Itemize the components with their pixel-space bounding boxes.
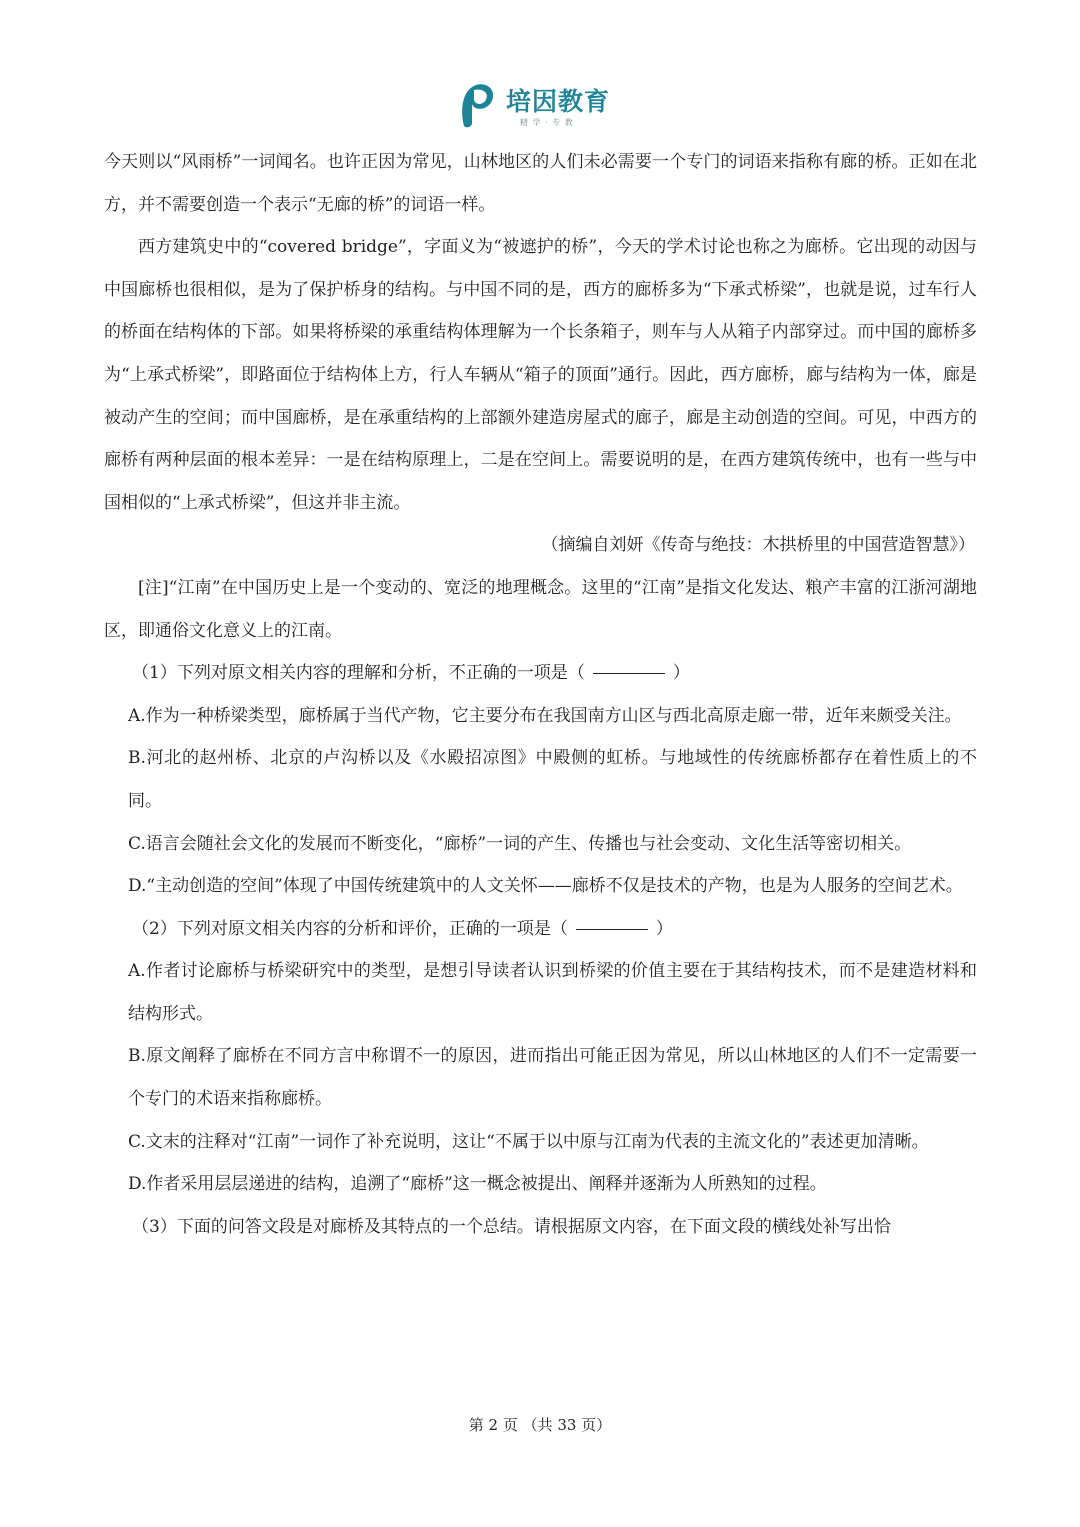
header-logo	[458, 80, 628, 134]
question-1-stem	[104, 652, 977, 695]
option-c: C.文末的注释对“江南”一词作了补充说明，这让“不属于以中原与江南为代表的主流文化的”表述更加清晰。	[128, 1131, 929, 1152]
logo-name: 培因教育	[506, 87, 611, 116]
page-number: 第 2 页 （共 33 页）	[468, 1416, 612, 1434]
option-c: C.语言会随社会文化的发展而不断变化，“廊桥”一词的产生、传播也与社会变动、文化生活等密切相关。	[128, 833, 912, 854]
option-b: B.河北的赵州桥、北京的卢沟桥以及《水殿招凉图》中殿侧的虹桥。与地域性的传统廊桥都存在着性质上的不同。	[128, 748, 977, 811]
option-d: D.“主动创造的空间”体现了中国传统建筑中的人文关怀——廊桥不仅是技术的产物，也是为人服务的空间艺术。	[128, 876, 963, 897]
answer-blank[interactable]	[576, 928, 648, 930]
question-stem-text: （1）下列对原文相关内容的理解和分析，不正确的一项是（	[132, 663, 585, 684]
p-logo-icon	[458, 80, 498, 130]
document-body	[104, 141, 977, 1248]
question-2-stem	[104, 908, 977, 951]
paragraph: 西方建筑史中的“covered bridge”，字面义为“被遮护的桥”，今天的学术讨论也称之为廊桥。它出现的动因与中国廊桥也很相似，是为了保护桥身的结构。与中国不同的是，西方的廊桥多为“下承式桥梁”，也就是说，过车行人的桥面在结构体的下部。如果将桥梁的承重结构体理解为一个长条箱子，则车与人从箱子内部穿过。而中国的廊桥多为“上承式桥梁”，即路面位于结构体上方，行人车辆从“箱子的顶面”通行。因此，西方廊桥，廊与结构为一体，廊是被动产生的空间；而中国廊桥，是在承重结构的上部额外建造房屋式的廊子，廊是主动创造的空间。可见，中西方的廊桥有两种层面的根本差异：一是在结构原理上，二是在空间上。需要说明的是，在西方建筑传统中，也有一些与中国相似的“上承式桥梁”，但这并非主流。	[104, 237, 977, 513]
option-d: D.作者采用层层递进的结构，追溯了“廊桥”这一概念被提出、阐释并逐渐为人所熟知的过程。	[128, 1174, 827, 1195]
question-stem-end: ）	[655, 918, 673, 939]
question-3-stem: （3）下面的问答文段是对廊桥及其特点的一个总结。请根据原文内容，在下面文段的横线处补写出恰	[132, 1216, 891, 1237]
logo-slogan: 精 学 · 专 教	[520, 118, 574, 127]
option-a: A.作为一种桥梁类型，廊桥属于当代产物，它主要分布在我国南方山区与西北高原走廊一带，近年来颇受关注。	[128, 705, 962, 726]
question-stem-text: （2）下列对原文相关内容的分析和评价，正确的一项是（	[132, 918, 568, 939]
option-a: A.作者讨论廊桥与桥梁研究中的类型，是想引导读者认识到桥梁的价值主要在于其结构技术，而不是建造材料和结构形式。	[128, 961, 977, 1024]
answer-blank[interactable]	[593, 672, 665, 674]
note-paragraph: [注]“江南”在中国历史上是一个变动的、宽泛的地理概念。这里的“江南”是指文化发达、粮产丰富的江浙河湖地区，即通俗文化意义上的江南。	[104, 577, 977, 641]
paragraph: 今天则以“风雨桥”一词闻名。也许正因为常见，山林地区的人们未必需要一个专门的词语来指称有廊的桥。正如在北方，并不需要创造一个表示“无廊的桥”的词语一样。	[104, 152, 977, 215]
question-stem-end: ）	[672, 663, 690, 684]
source-citation: （摘编自刘妍《传奇与绝技：木拱桥里的中国营造智慧》）	[541, 535, 975, 556]
option-b: B.原文阐释了廊桥在不同方言中称谓不一的原因，进而指出可能正因为常见，所以山林地区的人们不一定需要一个专门的术语来指称廊桥。	[128, 1046, 977, 1110]
